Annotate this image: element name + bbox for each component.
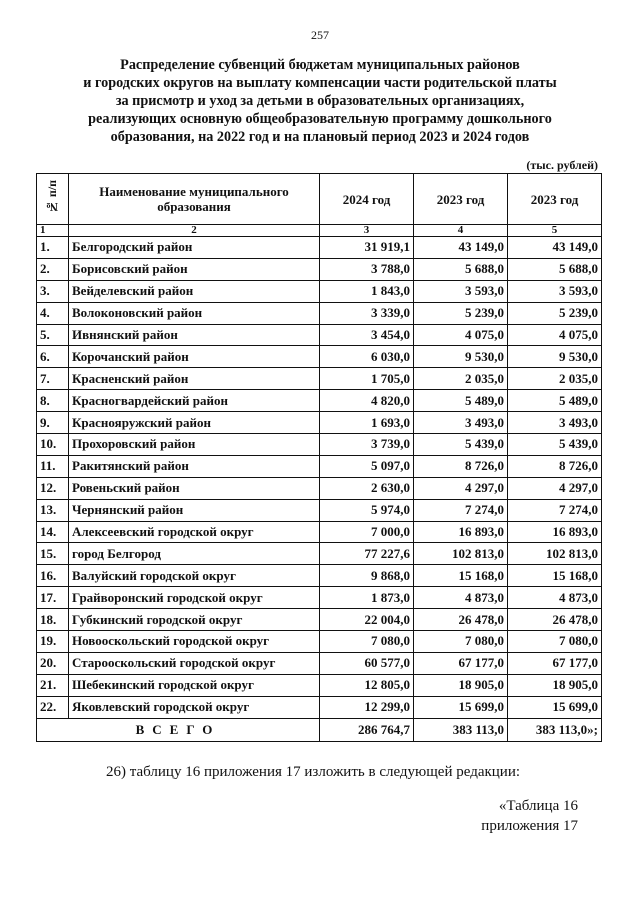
total-2023-b: 383 113,0»; (508, 718, 602, 741)
total-2023: 383 113,0 (414, 718, 508, 741)
value-2023: 4 873,0 (414, 587, 508, 609)
value-2023: 5 489,0 (414, 390, 508, 412)
municipality-name: Валуйский городской округ (69, 565, 320, 587)
value-2023-b: 15 699,0 (508, 696, 602, 718)
value-2023-b: 18 905,0 (508, 674, 602, 696)
value-2023: 26 478,0 (414, 609, 508, 631)
value-2024: 1 693,0 (320, 412, 414, 434)
value-2023: 5 688,0 (414, 258, 508, 280)
value-2024: 6 030,0 (320, 346, 414, 368)
table-row (37, 565, 602, 587)
municipality-name: Шебекинский городской округ (69, 674, 320, 696)
value-2024: 1 705,0 (320, 368, 414, 390)
row-number: 14. (37, 521, 69, 543)
total-2024: 286 764,7 (320, 718, 414, 741)
value-2024: 1 873,0 (320, 587, 414, 609)
row-number: 11. (37, 455, 69, 477)
municipality-name: Белгородский район (69, 237, 320, 259)
municipality-name: Красногвардейский район (69, 390, 320, 412)
value-2023-b: 7 274,0 (508, 499, 602, 521)
municipality-name: Грайворонский городской округ (69, 587, 320, 609)
table-row (37, 587, 602, 609)
municipality-name: Красненский район (69, 368, 320, 390)
header-row (37, 174, 602, 225)
value-2024: 9 868,0 (320, 565, 414, 587)
title-line: и городских округов на выплату компенсации части родительской платы (83, 75, 557, 91)
value-2023-b: 9 530,0 (508, 346, 602, 368)
column-number: 1 (37, 225, 69, 237)
value-2023-b: 3 593,0 (508, 280, 602, 302)
municipality-name: Ракитянский район (69, 455, 320, 477)
total-row (37, 718, 602, 741)
value-2023-b: 3 493,0 (508, 412, 602, 434)
header-col3: 2024 год (320, 174, 414, 225)
municipality-name: Борисовский район (69, 258, 320, 280)
table-row (37, 609, 602, 631)
table-body (37, 237, 602, 719)
value-2023: 7 080,0 (414, 631, 508, 653)
municipality-name: Новооскольский городской округ (69, 631, 320, 653)
table-row (37, 434, 602, 456)
row-number: 12. (37, 477, 69, 499)
row-number: 10. (37, 434, 69, 456)
title-line: образования, на 2022 год и на плановый период 2023 и 2024 годов (110, 129, 530, 145)
table-row (37, 302, 602, 324)
row-number: 7. (37, 368, 69, 390)
row-number: 17. (37, 587, 69, 609)
header-col4: 2023 год (414, 174, 508, 225)
value-2023: 67 177,0 (414, 652, 508, 674)
table-row (37, 368, 602, 390)
municipality-name: Корочанский район (69, 346, 320, 368)
title-line: Распределение субвенций бюджетам муниципальных районов (120, 57, 520, 73)
municipality-name: Чернянский район (69, 499, 320, 521)
header-name: Наименование муниципального образования (69, 174, 320, 225)
row-number: 3. (37, 280, 69, 302)
value-2023-b: 4 873,0 (508, 587, 602, 609)
municipality-name: Ровеньский район (69, 477, 320, 499)
column-number: 2 (69, 225, 320, 237)
value-2024: 12 805,0 (320, 674, 414, 696)
row-number: 22. (37, 696, 69, 718)
value-2023: 4 297,0 (414, 477, 508, 499)
header-col5: 2023 год (508, 174, 602, 225)
value-2023-b: 4 297,0 (508, 477, 602, 499)
row-number: 2. (37, 258, 69, 280)
table-row (37, 258, 602, 280)
value-2024: 31 919,1 (320, 237, 414, 259)
value-2023-b: 5 439,0 (508, 434, 602, 456)
row-number: 18. (37, 609, 69, 631)
value-2024: 60 577,0 (320, 652, 414, 674)
column-number-row (37, 225, 602, 237)
value-2023: 7 274,0 (414, 499, 508, 521)
value-2023: 4 075,0 (414, 324, 508, 346)
row-number: 6. (37, 346, 69, 368)
row-number: 16. (37, 565, 69, 587)
value-2024: 7 080,0 (320, 631, 414, 653)
value-2024: 5 097,0 (320, 455, 414, 477)
column-number: 5 (508, 225, 602, 237)
value-2023-b: 4 075,0 (508, 324, 602, 346)
table-reference (481, 796, 578, 836)
table-row (37, 412, 602, 434)
column-number: 3 (320, 225, 414, 237)
value-2023: 5 239,0 (414, 302, 508, 324)
column-number: 4 (414, 225, 508, 237)
table-row (37, 390, 602, 412)
document-title (36, 56, 604, 146)
value-2023: 18 905,0 (414, 674, 508, 696)
value-2024: 22 004,0 (320, 609, 414, 631)
table-row (37, 324, 602, 346)
value-2023-b: 43 149,0 (508, 237, 602, 259)
municipality-name: Ивнянский район (69, 324, 320, 346)
value-2023-b: 15 168,0 (508, 565, 602, 587)
value-2023: 3 493,0 (414, 412, 508, 434)
table-row (37, 237, 602, 259)
page-number: 257 (311, 28, 329, 42)
table-row (37, 499, 602, 521)
value-2023-b: 26 478,0 (508, 609, 602, 631)
value-2023: 5 439,0 (414, 434, 508, 456)
value-2023-b: 16 893,0 (508, 521, 602, 543)
row-number: 20. (37, 652, 69, 674)
value-2024: 3 454,0 (320, 324, 414, 346)
row-number: 9. (37, 412, 69, 434)
table-row (37, 674, 602, 696)
row-number: 13. (37, 499, 69, 521)
table-row (37, 696, 602, 718)
table-row (37, 346, 602, 368)
value-2023-b: 5 489,0 (508, 390, 602, 412)
value-2024: 3 339,0 (320, 302, 414, 324)
subventions-table (36, 173, 602, 742)
value-2024: 2 630,0 (320, 477, 414, 499)
total-label: ВСЕГО (37, 718, 320, 741)
value-2023: 8 726,0 (414, 455, 508, 477)
table-row (37, 455, 602, 477)
value-2024: 1 843,0 (320, 280, 414, 302)
value-2023-b: 5 688,0 (508, 258, 602, 280)
municipality-name: Яковлевский городской округ (69, 696, 320, 718)
title-line: за присмотр и уход за детьми в образовательных организациях, (115, 93, 525, 109)
value-2023: 9 530,0 (414, 346, 508, 368)
row-number: 8. (37, 390, 69, 412)
row-number: 5. (37, 324, 69, 346)
amendment-paragraph: 26) таблицу 16 приложения 17 изложить в следующей редакции: (106, 764, 521, 780)
value-2024: 7 000,0 (320, 521, 414, 543)
value-2023: 15 168,0 (414, 565, 508, 587)
row-number: 19. (37, 631, 69, 653)
table-row (37, 477, 602, 499)
municipality-name: Вейделевский район (69, 280, 320, 302)
header-num (37, 174, 69, 225)
value-2023-b: 2 035,0 (508, 368, 602, 390)
value-2023-b: 102 813,0 (508, 543, 602, 565)
value-2024: 4 820,0 (320, 390, 414, 412)
table-reference-line: «Таблица 16 (498, 798, 578, 814)
value-2024: 77 227,6 (320, 543, 414, 565)
table-row (37, 652, 602, 674)
value-2023: 3 593,0 (414, 280, 508, 302)
row-number: 4. (37, 302, 69, 324)
value-2023-b: 5 239,0 (508, 302, 602, 324)
table-row (37, 280, 602, 302)
row-number: 1. (37, 237, 69, 259)
value-2023: 16 893,0 (414, 521, 508, 543)
table-row (37, 631, 602, 653)
value-2023: 15 699,0 (414, 696, 508, 718)
table-row (37, 521, 602, 543)
municipality-name: Губкинский городской округ (69, 609, 320, 631)
header-num-text: № п/п (45, 180, 59, 215)
value-2023-b: 8 726,0 (508, 455, 602, 477)
value-2023: 43 149,0 (414, 237, 508, 259)
municipality-name: Прохоровский район (69, 434, 320, 456)
value-2023: 102 813,0 (414, 543, 508, 565)
value-2024: 12 299,0 (320, 696, 414, 718)
row-number: 21. (37, 674, 69, 696)
municipality-name: Старооскольский городской округ (69, 652, 320, 674)
value-2024: 3 739,0 (320, 434, 414, 456)
municipality-name: Краснояружский район (69, 412, 320, 434)
value-2023-b: 67 177,0 (508, 652, 602, 674)
value-2024: 3 788,0 (320, 258, 414, 280)
units-label: (тыс. рублей) (526, 158, 598, 172)
table-row (37, 543, 602, 565)
municipality-name: город Белгород (69, 543, 320, 565)
municipality-name: Волоконовский район (69, 302, 320, 324)
table-reference-line: приложения 17 (481, 818, 578, 834)
municipality-name: Алексеевский городской округ (69, 521, 320, 543)
row-number: 15. (37, 543, 69, 565)
title-line: реализующих основную общеобразовательную программу дошкольного (88, 111, 552, 127)
value-2023: 2 035,0 (414, 368, 508, 390)
value-2023-b: 7 080,0 (508, 631, 602, 653)
value-2024: 5 974,0 (320, 499, 414, 521)
